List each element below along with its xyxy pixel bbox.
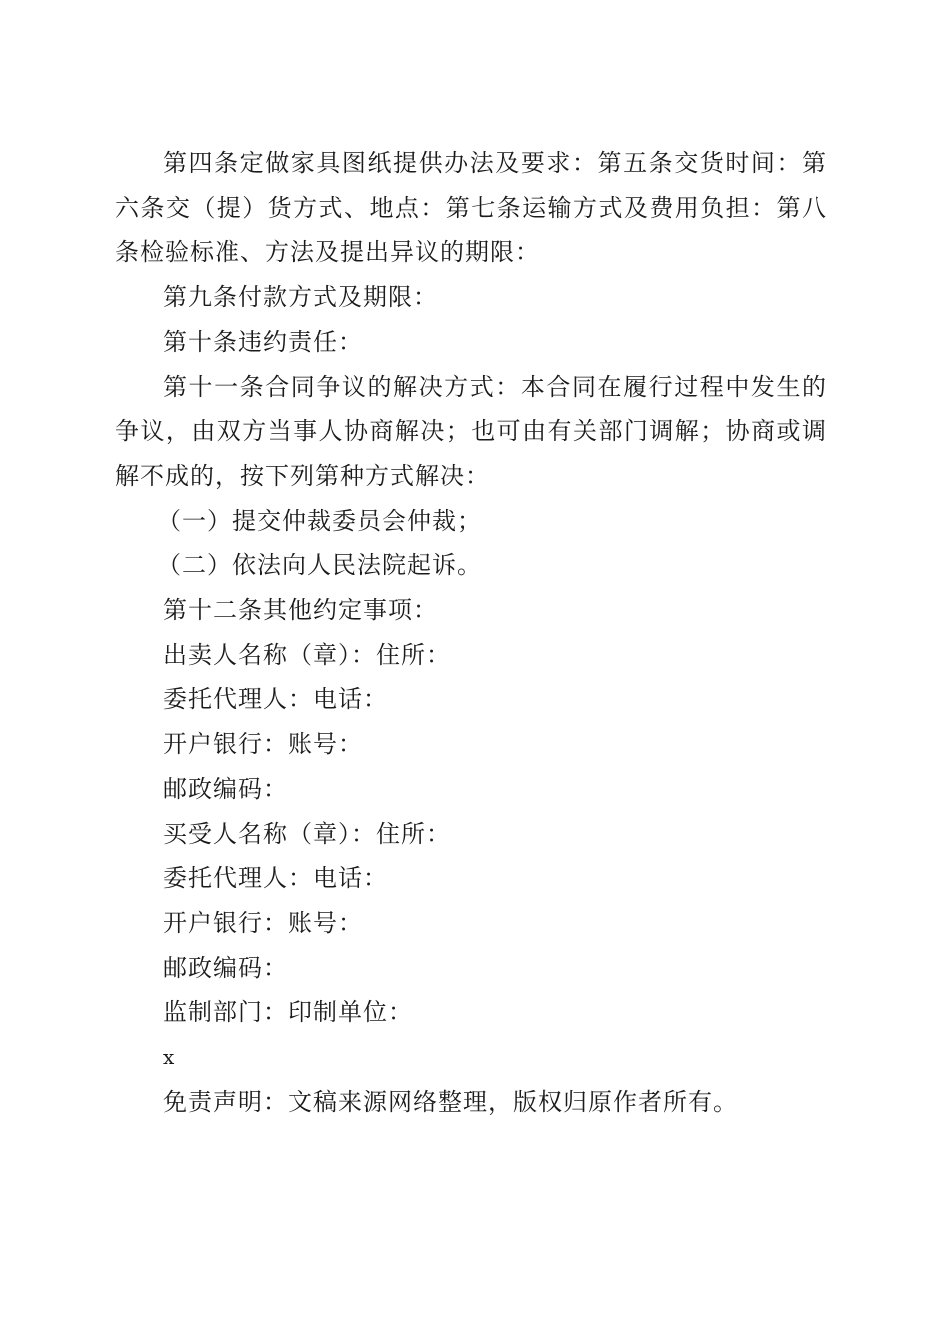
paragraph-article-9: 第九条付款方式及期限： — [163, 283, 438, 312]
buyer-postal-code: 邮政编码： — [163, 953, 288, 982]
placeholder-mark: x — [163, 1045, 176, 1070]
seller-bank-account: 开户银行：账号： — [163, 730, 363, 759]
paragraph-article-10: 第十条违约责任： — [163, 327, 363, 356]
buyer-name-address: 买受人名称（章）：住所： — [163, 819, 451, 848]
disclaimer: 免责声明：文稿来源网络整理，版权归原作者所有。 — [163, 1087, 738, 1116]
seller-postal-code: 邮政编码： — [163, 774, 288, 803]
supervision-printing-unit: 监制部门：印制单位： — [163, 998, 413, 1027]
document-page — [115, 141, 827, 1124]
list-item-litigation: （二）依法向人民法院起诉。 — [157, 551, 482, 580]
seller-name-address: 出卖人名称（章）：住所： — [163, 640, 451, 669]
buyer-agent-phone: 委托代理人：电话： — [163, 864, 388, 893]
paragraph-article-11: 第十一条合同争议的解决方式：本合同在履行过程中发生的争议，由双方当事人协商解决；也可由有关部门调解；协商或调解不成的，按下列第种方式解决： — [115, 372, 827, 490]
paragraph-article-12: 第十二条其他约定事项： — [163, 596, 438, 625]
seller-agent-phone: 委托代理人：电话： — [163, 685, 388, 714]
list-item-arbitration: （一）提交仲裁委员会仲裁； — [157, 506, 482, 535]
paragraph-articles-4-8: 第四条定做家具图纸提供办法及要求：第五条交货时间：第六条交（提）货方式、地点：第七条运输方式及费用负担：第八条检验标准、方法及提出异议的期限： — [115, 149, 827, 267]
buyer-bank-account: 开户银行：账号： — [163, 908, 363, 937]
